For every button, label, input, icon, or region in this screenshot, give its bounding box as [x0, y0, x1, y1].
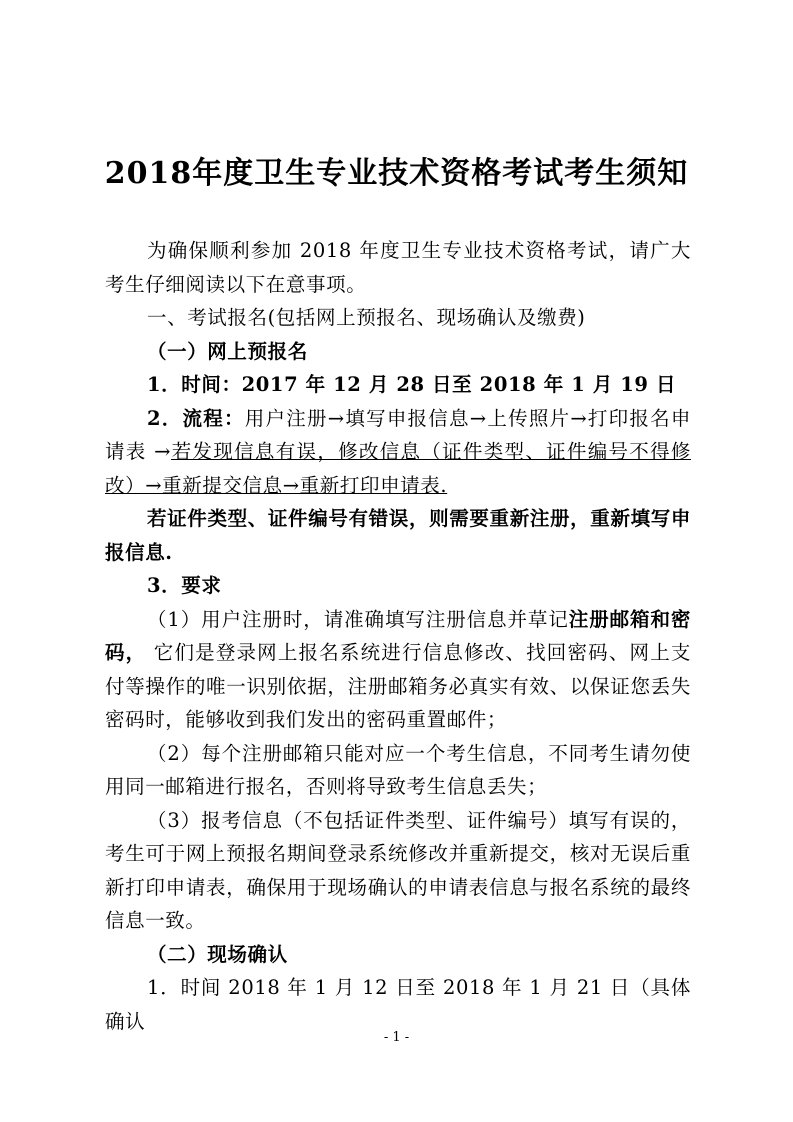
item2-label: 2．流程：	[147, 406, 245, 430]
item2-flow	[105, 402, 691, 503]
document-title: 2018年度卫生专业技术资格考试考生须知	[104, 156, 689, 191]
intro-paragraph: 为确保顺利参加 2018 年度卫生专业技术资格考试，请广大考生仔细阅读以下在意事项。	[105, 239, 691, 296]
requirement-1	[105, 603, 691, 737]
req1-text-a: （1）用户注册时，请准确填写注册信息并草记	[147, 607, 569, 631]
req1-text-b: 它们是登录网上报名系统进行信息修改、找回密码、网上支付等操作的唯一识别依据，注册邮箱务必真实有效、以保证您丢失密码时，能够收到我们发出的密码重置邮件；	[105, 641, 691, 731]
requirement-2: （2）每个注册邮箱只能对应一个考生信息，不同考生请勿使用同一邮箱进行报名，否则将导致考生信息丢失；	[105, 741, 691, 798]
document-body	[105, 234, 691, 1038]
requirement-3: （3）报考信息（不包括证件类型、证件编号）填写有误的，考生可于网上预报名期间登录系统修改并重新提交，核对无误后重新打印申请表，确保用于现场确认的申请表信息与报名系统的最终信息一致。	[105, 808, 691, 932]
section1-heading: 一、考试报名(包括网上预报名、现场确认及缴费)	[147, 306, 586, 329]
item2-flow-plain: 用户注册→填写申报信息→上传照片→打印报名申请表 →	[105, 406, 691, 463]
req1-bold: 注册邮箱和密码，	[105, 607, 691, 664]
item3-heading: 3．要求	[147, 574, 222, 597]
item1-time: 1．时间：2017 年 12 月 28 日至 2018 年 1 月 19 日	[147, 373, 677, 396]
sub2-heading: （二）现场确认	[147, 942, 288, 966]
item2-note: 若证件类型、证件编号有错误，则需要重新注册，重新填写申报信息.	[105, 507, 691, 564]
sub1-heading: （一）网上预报名	[147, 339, 308, 363]
page-number: - 1 -	[383, 1030, 410, 1045]
sub2-item1: 1．时间 2018 年 1 月 12 日至 2018 年 1 月 21 日（具体确认	[105, 976, 691, 1033]
item2-flow-underlined: 若发现信息有误，修改信息（证件类型、证件编号不得修改）→重新提交信息→重新打印申请表.	[105, 440, 691, 497]
